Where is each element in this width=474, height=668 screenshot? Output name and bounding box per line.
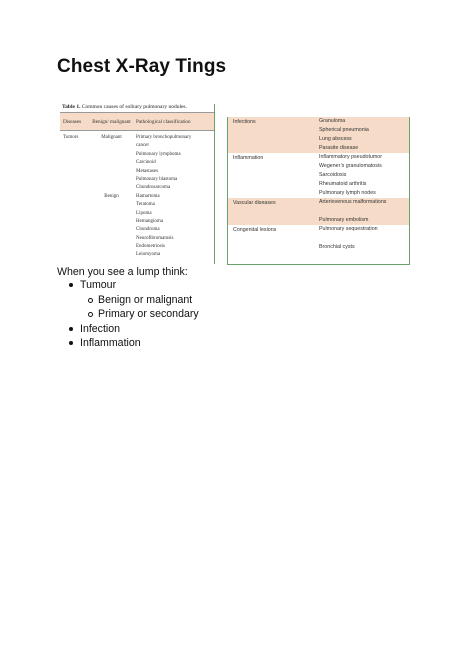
table-row (60, 142, 214, 150)
table-group (228, 225, 409, 252)
table-row (60, 184, 214, 192)
table-cell (91, 201, 132, 209)
table-caption-text: Common causes of solitary pulmonary nodules. (80, 104, 187, 110)
table-row (228, 135, 409, 144)
table-cell (60, 184, 91, 192)
table-cell: Spherical pneumonia (319, 127, 369, 133)
table-cell (60, 218, 91, 226)
table-row (228, 216, 409, 225)
table-cell (91, 176, 132, 184)
table-group (228, 153, 409, 198)
list-item (57, 278, 199, 293)
table-cell: Malignant (101, 135, 122, 140)
table-cell: Carcinoid (136, 160, 156, 166)
table-row (228, 243, 409, 252)
table-cell: Inflammatory pseudotumor (319, 154, 383, 160)
bullet-dot-icon (69, 283, 73, 287)
sub-list-item-text: Primary or secondary (98, 308, 199, 320)
bullet-circle-icon (88, 298, 93, 303)
table-cell: Hamartoma (136, 193, 160, 199)
table-cell: Hemangioma (136, 218, 163, 224)
table-cell (60, 226, 91, 234)
table-caption-label: Table 1. (62, 104, 81, 110)
table-row (60, 243, 214, 251)
table-row (228, 126, 409, 135)
table-cell: Benign (104, 193, 119, 199)
table-cell: Tumors (63, 135, 79, 140)
table-cell: Endometriosis (136, 244, 165, 250)
table-cell (91, 151, 132, 159)
table-cell: Primary bronchopulmonary (136, 135, 192, 140)
table-row (60, 159, 214, 167)
group-label: Vascular diseases (233, 200, 276, 206)
table-row (228, 189, 409, 198)
table-row (228, 171, 409, 180)
table-row (60, 193, 214, 201)
table-cell-spacer (228, 189, 319, 198)
table-row (60, 251, 214, 259)
list-item-text: Inflammation (80, 337, 141, 349)
table-cell: Pulmonary embolism (319, 217, 369, 223)
list-item-text: Tumour (80, 279, 117, 291)
table-cell (60, 235, 91, 243)
table-image-left (60, 104, 215, 264)
table-cell (91, 243, 132, 251)
table-cell: Lung abscess (319, 136, 352, 142)
table-cell (91, 235, 132, 243)
list-item (57, 336, 199, 351)
table-cell (91, 210, 132, 218)
page-title: Chest X-Ray Tings (57, 56, 227, 77)
table-row (60, 201, 214, 209)
list-item (57, 322, 199, 337)
table-row (60, 168, 214, 176)
table-cell (60, 142, 91, 150)
table-cell: Arteriovenous malformations (319, 199, 387, 205)
table-cell (91, 142, 132, 150)
table-cell: Chondroma (136, 227, 160, 233)
table-cell: Pulmonary blastoma (136, 176, 178, 182)
table-caption (62, 104, 214, 110)
table-cell (60, 159, 91, 167)
table-cell-spacer (228, 234, 319, 243)
table-cell (60, 243, 91, 251)
group-label: Infections (233, 119, 256, 125)
table-cell (60, 210, 91, 218)
table-cell: Metastases (136, 168, 158, 174)
intro-text: When you see a lump think: (57, 266, 188, 278)
table-cell: Rheumatoid arthritis (319, 181, 367, 187)
table-body (60, 134, 214, 260)
table-cell-spacer (228, 180, 319, 189)
header-diseases: Diseases (63, 118, 82, 125)
table-group (228, 198, 409, 225)
table-cell: Wegener’s granulomatosis (319, 163, 382, 169)
table-cell: Granuloma (319, 118, 346, 124)
table-row (228, 180, 409, 189)
table-cell: Sarcoidosis (319, 172, 347, 178)
table-cell (60, 201, 91, 209)
table-row (228, 144, 409, 153)
table-row (228, 207, 409, 216)
table-row (60, 210, 214, 218)
table-cell: Pulmonary sequestration (319, 226, 378, 232)
sub-list-container (57, 293, 199, 322)
table-row (60, 235, 214, 243)
table-cell (91, 226, 132, 234)
table-row (60, 218, 214, 226)
table-cell: Lipoma (136, 210, 152, 216)
table-cell-spacer (228, 162, 319, 171)
table-cell: Bronchial cysts (319, 244, 355, 250)
table-cell: Pulmonary lymph nodes (319, 190, 376, 196)
table-cell-spacer (228, 126, 319, 135)
table-cell (91, 218, 132, 226)
table-cell-spacer (228, 243, 319, 252)
table-row (60, 134, 214, 142)
table-cell-spacer (228, 171, 319, 180)
bullet-dot-icon (69, 327, 73, 331)
table-cell (91, 168, 132, 176)
bullet-list (57, 278, 199, 351)
table-cell: cancer (136, 143, 150, 149)
table-row (228, 234, 409, 243)
table-cell (91, 184, 132, 192)
table-cell (60, 176, 91, 184)
header-pathological-classification: Pathological classification (136, 118, 191, 125)
table-cell (319, 207, 409, 216)
sub-list (80, 293, 199, 322)
bullet-circle-icon (88, 312, 93, 317)
table-cell: Pulmonary lymphoma (136, 151, 181, 157)
list-item-text: Infection (80, 322, 121, 335)
sub-list-item (57, 293, 199, 308)
table-row (60, 226, 214, 234)
table-image-right (227, 117, 410, 265)
table-cell (319, 234, 409, 243)
table-cell (60, 251, 91, 259)
bullet-dot-icon (69, 341, 73, 345)
sub-list-item (57, 307, 199, 322)
table-row (60, 176, 214, 184)
table-cell (60, 193, 91, 201)
table-cell: Chondrosarcoma (136, 185, 171, 191)
table-cell (91, 159, 132, 167)
table-group (228, 117, 409, 153)
table-cell (91, 251, 132, 259)
table-cell: Teratoma (136, 202, 155, 208)
table-cell (60, 151, 91, 159)
table-cell (60, 168, 91, 176)
table-row (228, 162, 409, 171)
table-cell-spacer (228, 144, 319, 153)
sub-list-item-text: Benign or malignant (98, 293, 193, 306)
group-label: Congenital lesions (233, 227, 277, 233)
table-cell-spacer (228, 207, 319, 216)
table-cell: Neurofibromatosis (136, 235, 174, 241)
table-header-row (60, 112, 214, 131)
table-cell: Parasite disease (319, 145, 359, 151)
table-cell-spacer (228, 135, 319, 144)
header-benign-malignant: Benign/ malignant (92, 118, 131, 125)
table-cell-spacer (228, 216, 319, 225)
table-cell: Leiomyoma (136, 252, 161, 258)
group-label: Inflammation (233, 155, 264, 161)
table-row (60, 151, 214, 159)
